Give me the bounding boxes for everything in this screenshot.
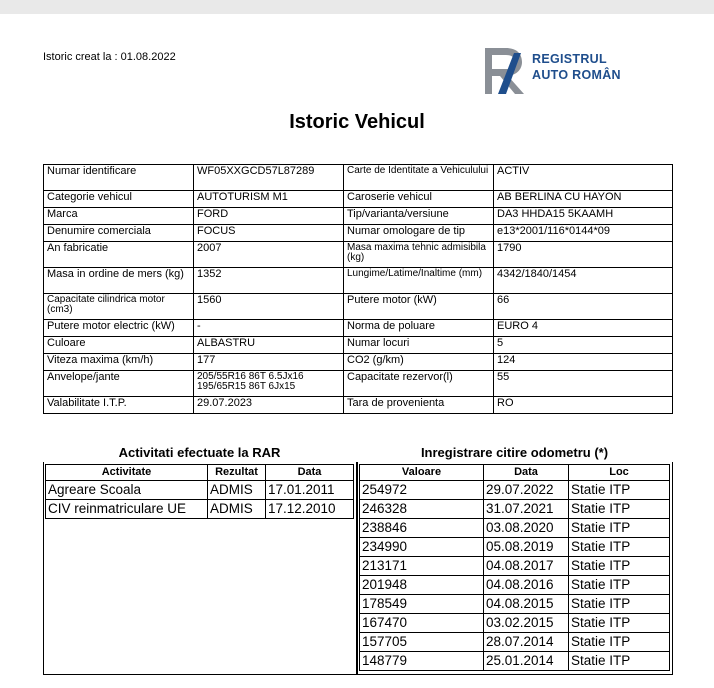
info-value: DA3 HHDA15 5KAAMH	[494, 208, 673, 225]
info-value: e13*2001/116*0144*09	[494, 225, 673, 242]
odometer-date: 05.08.2019	[484, 538, 569, 557]
info-value: 55	[494, 371, 673, 397]
odometer-table	[359, 464, 670, 671]
rar-activity: CIV reinmatriculare UE	[46, 500, 208, 519]
info-value-line: 195/65R15 86T 6Jx15	[197, 381, 296, 392]
odometer-row	[360, 652, 670, 671]
info-label: Numar locuri	[344, 337, 494, 354]
odometer-row	[360, 614, 670, 633]
info-label: Caroserie vehicul	[344, 191, 494, 208]
rar-activity: Agreare Scoala	[46, 481, 208, 500]
odometer-value: 238846	[360, 519, 484, 538]
rar-column-header: Data	[266, 465, 354, 481]
odometer-column-header: Valoare	[360, 465, 484, 481]
info-label: Masa in ordine de mers (kg)	[44, 268, 194, 294]
info-row	[44, 354, 673, 371]
info-value: 2007	[194, 242, 344, 268]
info-value: ALBASTRU	[194, 337, 344, 354]
info-label: Masa maxima tehnic admisibila (kg)	[344, 242, 494, 268]
rar-date: 17.12.2010	[266, 500, 354, 519]
odometer-column-header: Loc	[569, 465, 670, 481]
info-label: Tip/varianta/versiune	[344, 208, 494, 225]
odometer-location: Statie ITP	[569, 481, 670, 500]
odometer-location: Statie ITP	[569, 633, 670, 652]
info-label: Valabilitate I.T.P.	[44, 397, 194, 414]
odometer-date: 03.02.2015	[484, 614, 569, 633]
odometer-value: 148779	[360, 652, 484, 671]
odometer-value: 254972	[360, 481, 484, 500]
info-value: EURO 4	[494, 320, 673, 337]
odometer-location: Statie ITP	[569, 519, 670, 538]
info-label: Culoare	[44, 337, 194, 354]
rar-activities-heading: Activitati efectuate la RAR	[118, 445, 281, 460]
odometer-date: 04.08.2017	[484, 557, 569, 576]
odometer-value: 201948	[360, 576, 484, 595]
info-value: WF05XXGCD57L87289	[194, 165, 344, 191]
odometer-location: Statie ITP	[569, 652, 670, 671]
info-value: 1790	[494, 242, 673, 268]
odometer-value: 167470	[360, 614, 484, 633]
odometer-row	[360, 481, 670, 500]
info-value: ACTIV	[494, 165, 673, 191]
odometer-date: 28.07.2014	[484, 633, 569, 652]
info-label: Denumire comerciala	[44, 225, 194, 242]
page-title: Istoric Vehicul	[289, 111, 425, 133]
info-label: Lungime/Latime/Inaltime (mm)	[344, 268, 494, 294]
info-label: Putere motor (kW)	[344, 294, 494, 320]
info-row	[44, 268, 673, 294]
info-row	[44, 337, 673, 354]
rar-column-header: Activitate	[46, 465, 208, 481]
info-value: 124	[494, 354, 673, 371]
vehicle-info-table	[43, 164, 673, 414]
info-value: 29.07.2023	[194, 397, 344, 414]
odometer-value: 157705	[360, 633, 484, 652]
odometer-location: Statie ITP	[569, 538, 670, 557]
odometer-column-header: Data	[484, 465, 569, 481]
rar-activities-table	[45, 464, 354, 519]
info-label: Carte de Identitate a Vehiculului	[344, 165, 494, 191]
info-value: 5	[494, 337, 673, 354]
info-label: CO2 (g/km)	[344, 354, 494, 371]
odometer-value: 234990	[360, 538, 484, 557]
odometer-location: Statie ITP	[569, 595, 670, 614]
odometer-row	[360, 538, 670, 557]
info-label: An fabricatie	[44, 242, 194, 268]
info-value: -	[194, 320, 344, 337]
odometer-location: Statie ITP	[569, 500, 670, 519]
info-label: Capacitate cilindrica motor (cm3)	[44, 294, 194, 320]
rar-date: 17.01.2011	[266, 481, 354, 500]
odometer-date: 29.07.2022	[484, 481, 569, 500]
rar-row	[46, 500, 354, 519]
odometer-date: 25.01.2014	[484, 652, 569, 671]
info-row	[44, 294, 673, 320]
odometer-date: 04.08.2015	[484, 595, 569, 614]
rar-result: ADMIS	[208, 481, 266, 500]
info-value: 66	[494, 294, 673, 320]
info-value	[194, 371, 344, 397]
logo-text-line1: REGISTRUL	[532, 52, 607, 66]
info-label: Marca	[44, 208, 194, 225]
odometer-location: Statie ITP	[569, 614, 670, 633]
rar-logo-icon	[484, 45, 528, 95]
odometer-value: 213171	[360, 557, 484, 576]
info-label: Viteza maxima (km/h)	[44, 354, 194, 371]
info-label: Norma de poluare	[344, 320, 494, 337]
info-label: Tara de provenienta	[344, 397, 494, 414]
odometer-location: Statie ITP	[569, 576, 670, 595]
rar-result: ADMIS	[208, 500, 266, 519]
odometer-date: 04.08.2016	[484, 576, 569, 595]
info-row	[44, 242, 673, 268]
info-value: FORD	[194, 208, 344, 225]
odometer-value: 178549	[360, 595, 484, 614]
info-value: AB BERLINA CU HAYON	[494, 191, 673, 208]
odometer-row	[360, 633, 670, 652]
odometer-row	[360, 576, 670, 595]
odometer-row	[360, 519, 670, 538]
info-value: 1352	[194, 268, 344, 294]
info-label: Anvelope/jante	[44, 371, 194, 397]
odometer-location: Statie ITP	[569, 557, 670, 576]
odometer-row	[360, 557, 670, 576]
info-row	[44, 208, 673, 225]
info-row	[44, 371, 673, 397]
info-row	[44, 165, 673, 191]
odometer-date: 03.08.2020	[484, 519, 569, 538]
info-value: RO	[494, 397, 673, 414]
info-row	[44, 397, 673, 414]
info-label: Capacitate rezervor(l)	[344, 371, 494, 397]
info-value: 177	[194, 354, 344, 371]
rar-column-header: Rezultat	[208, 465, 266, 481]
odometer-value: 246328	[360, 500, 484, 519]
info-label: Numar identificare	[44, 165, 194, 191]
info-row	[44, 320, 673, 337]
info-label: Putere motor electric (kW)	[44, 320, 194, 337]
odometer-heading: Inregistrare citire odometru (*)	[420, 445, 609, 460]
odometer-date: 31.07.2021	[484, 500, 569, 519]
rar-logo	[484, 45, 634, 97]
info-value: 4342/1840/1454	[494, 268, 673, 294]
odometer-row	[360, 595, 670, 614]
logo-text-line2: AUTO ROMÂN	[532, 68, 621, 82]
info-value: AUTOTURISM M1	[194, 191, 344, 208]
created-date: Istoric creat la : 01.08.2022	[43, 51, 176, 63]
info-value: 1560	[194, 294, 344, 320]
info-label: Numar omologare de tip	[344, 225, 494, 242]
info-label: Categorie vehicul	[44, 191, 194, 208]
info-row	[44, 225, 673, 242]
info-row	[44, 191, 673, 208]
info-value: FOCUS	[194, 225, 344, 242]
odometer-row	[360, 500, 670, 519]
info-value-line: 205/55R16 86T 6.5Jx16	[197, 371, 304, 382]
rar-row	[46, 481, 354, 500]
